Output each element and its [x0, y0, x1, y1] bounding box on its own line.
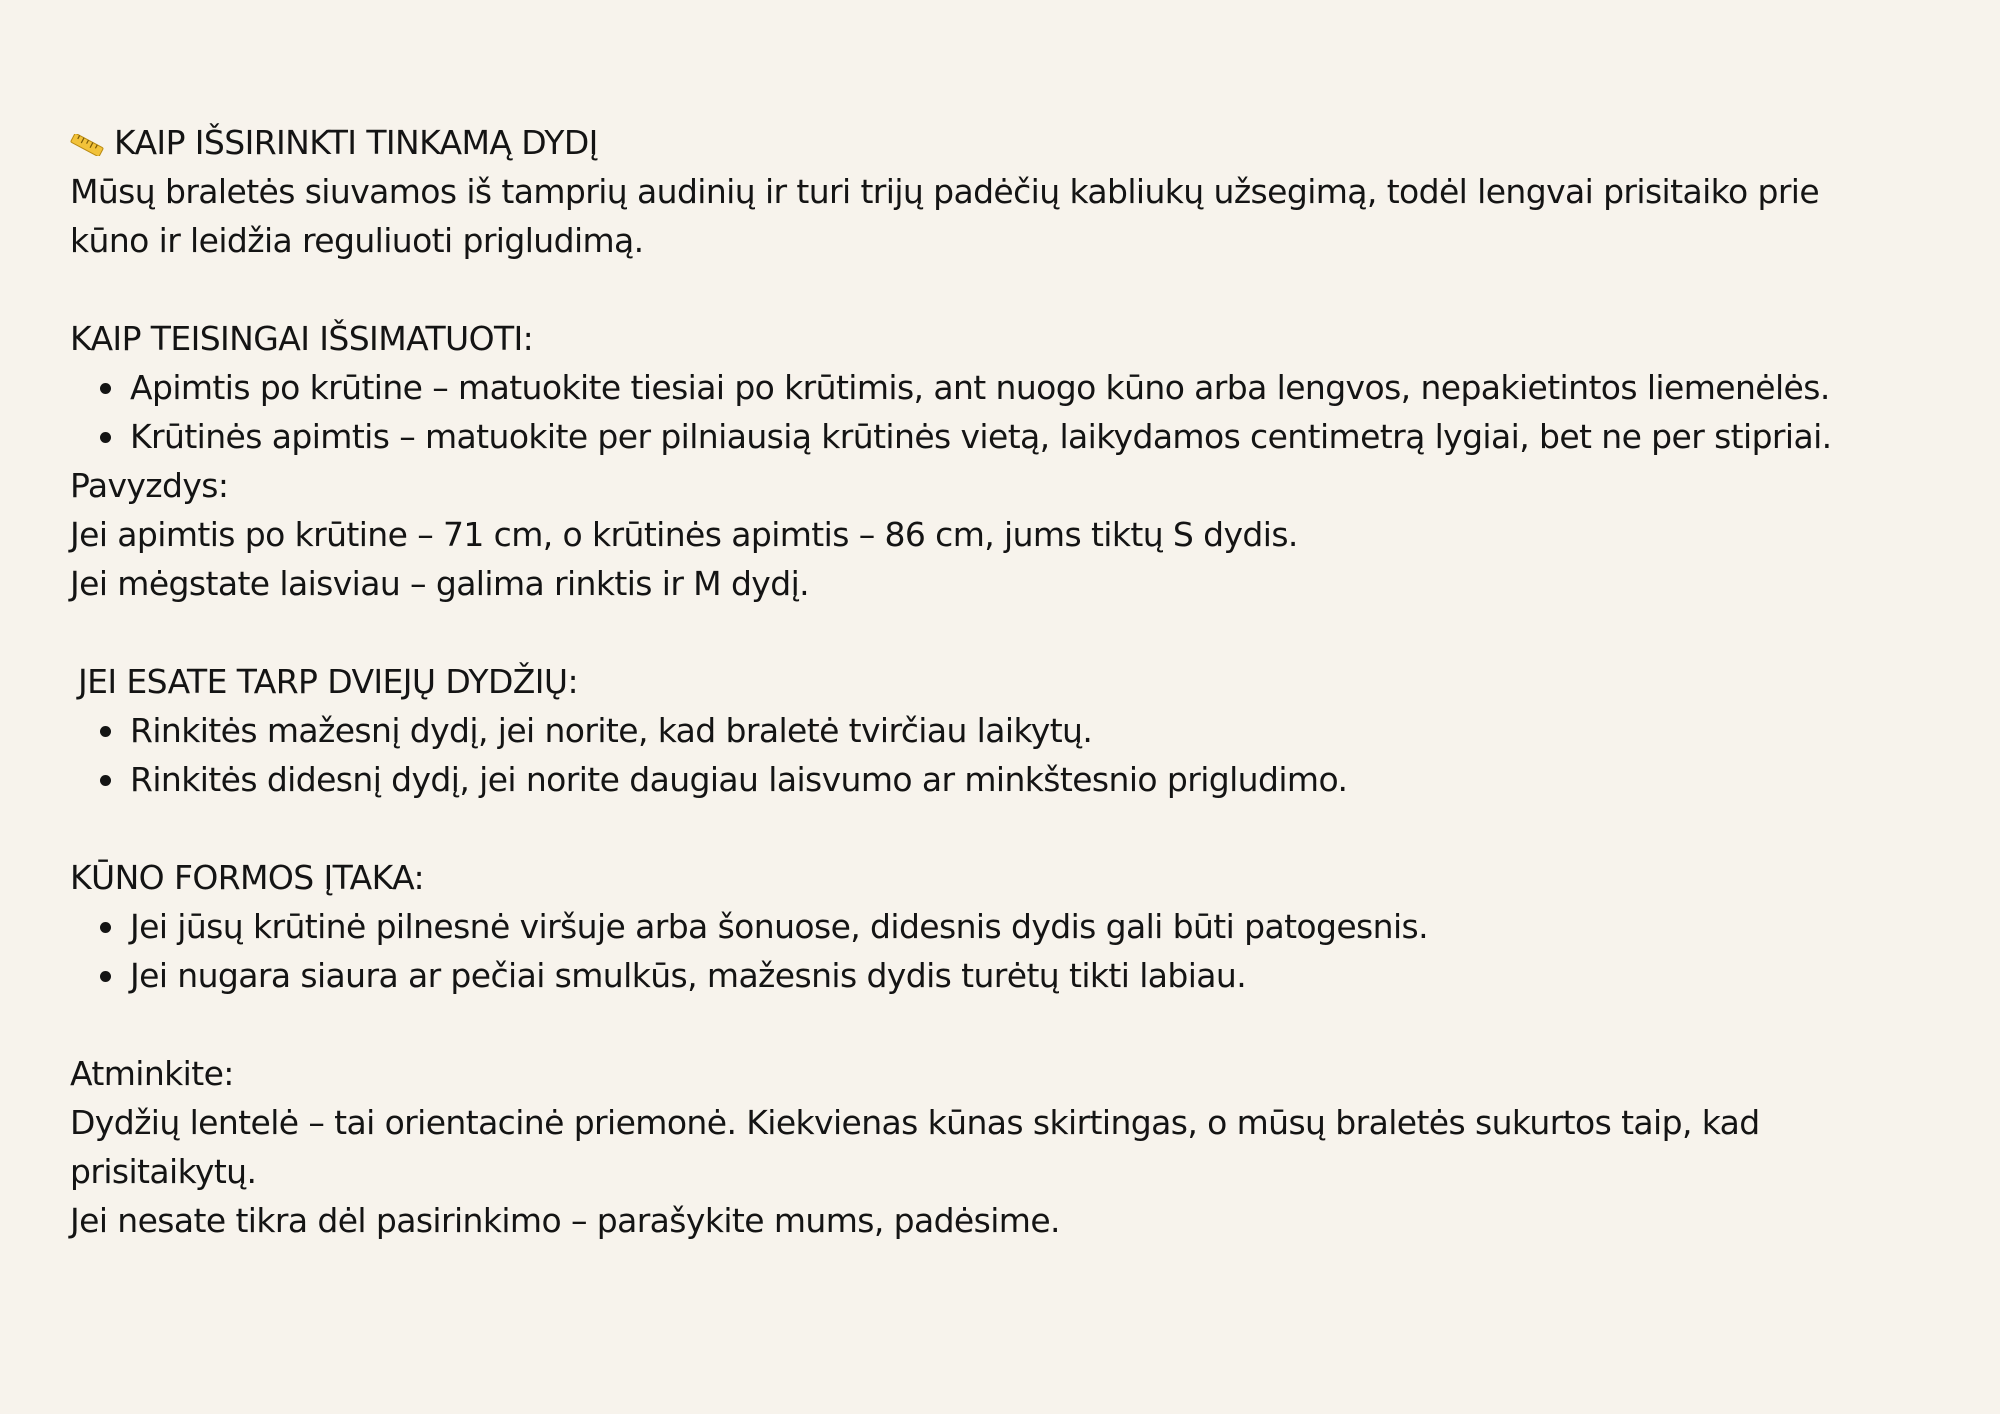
remember-line: Dydžių lentelė – tai orientacinė priemonė. Kiekvienas kūnas skirtingas, o mūsų braletės sukurtos taip, kad: [70, 1103, 1760, 1142]
remember-line: Jei nesate tikra dėl pasirinkimo – parašykite mums, padėsime.: [70, 1201, 1060, 1240]
body-shape-heading: KŪNO FORMOS ĮTAKA:: [70, 858, 424, 897]
spacer: [70, 804, 1950, 853]
size-guide-document: [70, 118, 1950, 1245]
list-item: [130, 951, 1950, 1000]
intro-heading: [70, 118, 1950, 167]
bullet-icon: [100, 726, 111, 737]
intro-line: kūno ir leidžia reguliuoti prigludimą.: [70, 221, 644, 260]
body-shape-list: [70, 902, 1950, 1000]
list-item: [130, 755, 1950, 804]
bullet-icon: [100, 383, 111, 394]
list-item-text: Jei jūsų krūtinė pilnesnė viršuje arba šonuose, didesnis dydis gali būti patogesnis.: [130, 907, 1429, 946]
list-item-text: Krūtinės apimtis – matuokite per pilniausią krūtinės vietą, laikydamos centimetrą lygiai, bet ne per stipriai.: [130, 417, 1832, 456]
list-item: [130, 902, 1950, 951]
list-item: [130, 412, 1950, 461]
between-sizes-list: [70, 706, 1950, 804]
list-item-text: Jei nugara siaura ar pečiai smulkūs, mažesnis dydis turėtų tikti labiau.: [130, 956, 1247, 995]
remember-heading: Atminkite:: [70, 1054, 234, 1093]
bullet-icon: [100, 775, 111, 786]
spacer: [70, 608, 1950, 657]
spacer: [70, 265, 1950, 314]
list-item-text: Rinkitės mažesnį dydį, jei norite, kad braletė tvirčiau laikytų.: [130, 711, 1093, 750]
bullet-icon: [100, 432, 111, 443]
list-item-text: Apimtis po krūtine – matuokite tiesiai po krūtimis, ant nuogo kūno arba lengvos, nepakietintos liemenėlės.: [130, 368, 1830, 407]
measure-heading: KAIP TEISINGAI IŠSIMATUOTI:: [70, 319, 534, 358]
list-item: [130, 363, 1950, 412]
bullet-icon: [100, 922, 111, 933]
example-line: Jei apimtis po krūtine – 71 cm, o krūtinės apimtis – 86 cm, jums tiktų S dydis.: [70, 515, 1298, 554]
ruler-icon: [70, 134, 104, 156]
spacer: [70, 1000, 1950, 1049]
example-line: Jei mėgstate laisviau – galima rinktis ir M dydį.: [70, 564, 810, 603]
remember-line: prisitaikytų.: [70, 1152, 257, 1191]
list-item-text: Rinkitės didesnį dydį, jei norite daugiau laisvumo ar minkštesnio prigludimo.: [130, 760, 1348, 799]
intro-title: KAIP IŠSIRINKTI TINKAMĄ DYDĮ: [114, 123, 598, 162]
list-item: [130, 706, 1950, 755]
between-sizes-heading: JEI ESATE TARP DVIEJŲ DYDŽIŲ:: [78, 662, 578, 701]
measure-list: [70, 363, 1950, 461]
bullet-icon: [100, 971, 111, 982]
intro-line: Mūsų braletės siuvamos iš tamprių audinių ir turi trijų padėčių kabliukų užsegimą, todėl lengvai prisitaiko prie: [70, 172, 1820, 211]
example-label: Pavyzdys:: [70, 466, 229, 505]
